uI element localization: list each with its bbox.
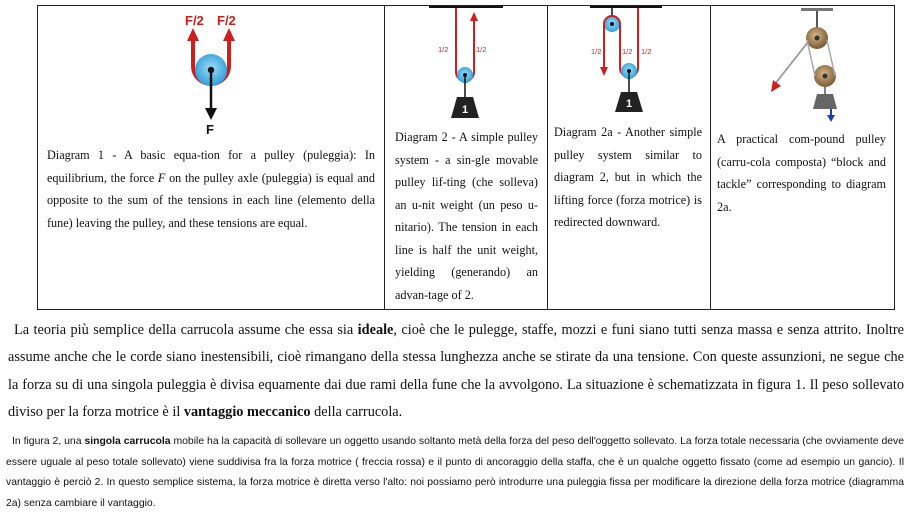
diagram-3-caption: A practical com-pound pulley (carru-cola composta) “block and tackle” corresponding to diagram 2a. xyxy=(717,132,886,214)
diagram-2-label-left: 1/2 xyxy=(438,45,449,54)
diagram-2-caption: Diagram 2 - A simple pulley system - a sin-gle movable pulley lif-ting (che solleva) an u-nit weight (un peso u-nitario). The tension in each line is half the unit weight, yielding (generando) an advan-tage of 2. xyxy=(395,130,538,302)
diagram-2a-figure xyxy=(590,6,662,114)
diagram-2a-label-1: 1/2 xyxy=(591,47,602,56)
table-cell-diagram-1 xyxy=(38,6,385,309)
table-cell-diagram-2a xyxy=(548,6,711,309)
diagram-2-label-right: 1/2 xyxy=(476,45,487,54)
diagram-2a-caption: Diagram 2a - Another simple pulley system similar to diagram 2, but in which the lifting force (forza motrice) is redirected downward. xyxy=(554,125,702,229)
diagram-2a-weight-label: 1 xyxy=(626,98,633,110)
diagram-1-label-left: F/2 xyxy=(185,13,204,28)
diagram-2a-label-3: 1/2 xyxy=(641,47,652,56)
body-paragraph-1: La teoria più semplice della carrucola assume che essa sia ideale, cioè che le pulegge, staffe, mozzi e funi siano tutti senza massa e senza attrito. Inoltre assume anche che le corde siano inestensibili, cioè rimangano della stessa lunghezza anche se stirate da una tensione. Con queste assunzioni, ne segue che la forza su di una singola puleggia è divisa equamente dai due rami della fune che la avvolgono. La situazione è schematizzata in figura 1. Il peso sollevato diviso per la forza motrice è il vantaggio meccanico della carrucola. xyxy=(8,322,904,420)
block-and-tackle-weight xyxy=(813,94,837,109)
block-and-tackle-figure xyxy=(761,8,851,122)
diagram-2-figure xyxy=(429,6,503,120)
term-singola-carrucola: singola carrucola xyxy=(84,436,171,447)
diagram-1-label-right: F/2 xyxy=(217,13,236,28)
term-vantaggio-meccanico: vantaggio meccanico xyxy=(183,403,311,420)
diagram-1-label-bottom: F xyxy=(206,122,214,136)
diagram-2a-label-2: 1/2 xyxy=(622,47,633,56)
term-ideale: ideale xyxy=(357,322,394,338)
table-cell-diagram-3 xyxy=(711,6,894,309)
diagram-table xyxy=(37,5,895,310)
diagram-2-weight-label: 1 xyxy=(462,104,469,116)
body-paragraph-2: In figura 2, una singola carrucola mobile ha la capacità di sollevare un oggetto usando soltanto metà della forza del peso dell'oggetto sollevato. La forza totale necessaria (che ovviamente deve essere uguale al peso totale sollevato) viene suddivisa fra la forza motrice ( freccia rossa) e il punto di ancoraggio della staffa, che è un qualche oggetto fissato (come ad esempio un gancio). Il vantaggio è perciò 2. In questo semplice sistema, la forza motrice è diretta verso l'alto: noi possiamo però introdurre una puleggia fissa per modificare la direzione della forza motrice (diagramma 2a) senza cambiare il vantaggio. xyxy=(6,436,904,509)
diagram-1-caption: Diagram 1 - A basic equa-tion for a pulley (puleggia): In equilibrium, the force F on the pulley axle (puleggia) is equal and opposite to the sum of the tensions in each line (elemento della fune) leaving the pulley, and these tensions are equal. xyxy=(47,148,375,230)
table-cell-diagram-2 xyxy=(385,6,548,309)
diagram-1-figure xyxy=(163,10,263,136)
